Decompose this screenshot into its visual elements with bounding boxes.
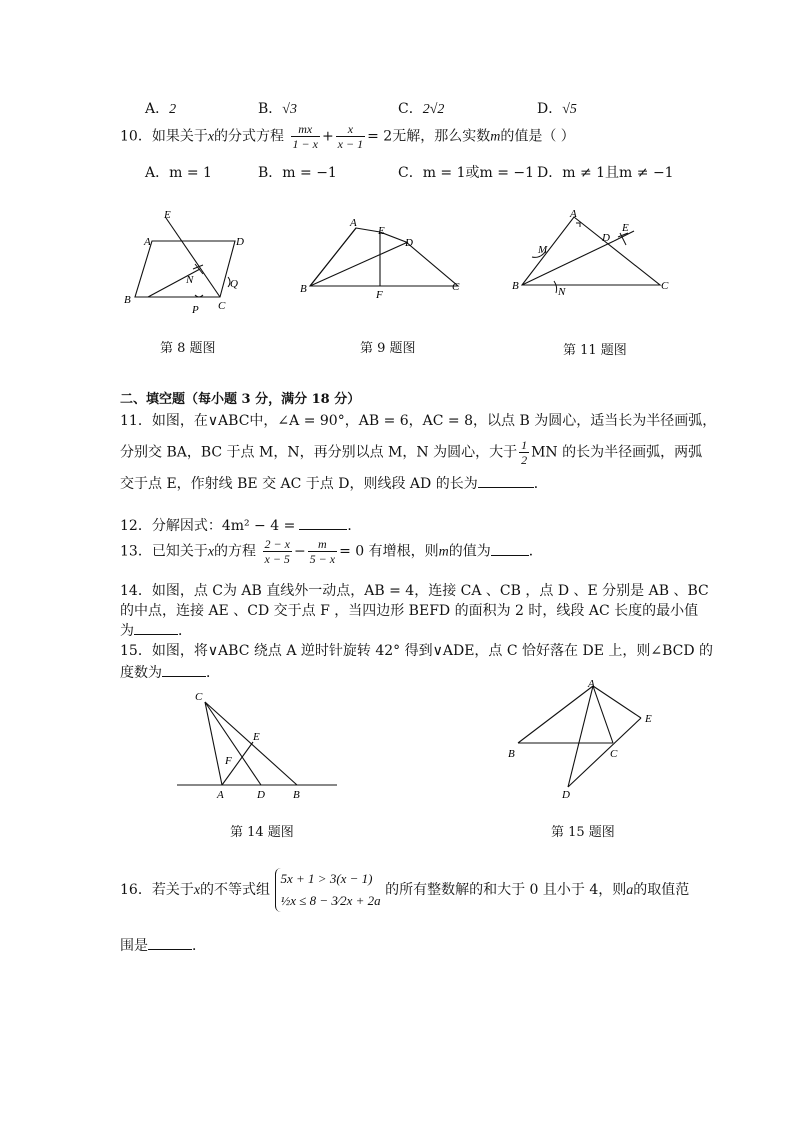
q10-option-b: B．m = −1 bbox=[258, 165, 337, 181]
fig14-label-b: B bbox=[293, 789, 300, 801]
figure-11 bbox=[510, 205, 680, 305]
q15-answer-blank bbox=[162, 664, 206, 677]
q15-line-1: 15．如图，将∨ABC 绕点 A 逆时针旋转 42° 得到∨ADE，点 C 恰好落在 DE 上，则∠BCD 的 bbox=[120, 643, 714, 659]
q13-fraction-2: $\frac{m}{5 - x}$ bbox=[309, 537, 336, 566]
q11-line-3: 交于点 E，作射线 BE 交 AC 于点 D，则线段 AD 的长为 ． bbox=[120, 476, 548, 492]
q14-line-1: 14．如图，点 C为 AB 直线外一动点，AB = 4，连接 CA 、CB ，点 D 、E 分别是 AB 、BC bbox=[120, 583, 709, 599]
fig15-label-d: D bbox=[562, 789, 570, 801]
fig8-label-a: A bbox=[144, 236, 151, 248]
q9-option-b: B．√3 bbox=[258, 101, 297, 117]
fig11-label-n: N bbox=[558, 286, 566, 298]
q13-answer-blank bbox=[491, 543, 529, 556]
q16-line-2: 围是 ． bbox=[120, 938, 206, 954]
section-2-heading: 二、填空题（每小题 3 分，满分 18 分） bbox=[120, 392, 361, 407]
q10-fraction-1: $\frac{mx}{1 - x}$ bbox=[292, 122, 318, 151]
figure-15 bbox=[500, 675, 670, 805]
fig9-label-f: F bbox=[376, 289, 383, 301]
fig9-label-b: B bbox=[300, 283, 307, 295]
fig15-caption: 第 15 题图 bbox=[551, 825, 615, 840]
fig14-label-c: C bbox=[195, 691, 203, 703]
q10-stem: 10．如果关于x的分式方程 $\frac{mx}{1 - x}$ + $\frac{x}{x - 1}$ = 2无解，那么实数m的值是（ ） bbox=[120, 122, 575, 151]
q11-answer-blank bbox=[478, 475, 534, 488]
fig11-label-d: D bbox=[602, 232, 610, 244]
fig9-label-e: E bbox=[378, 225, 385, 237]
q9-option-c: C．2√2 bbox=[398, 101, 445, 117]
q11-line-2: 分别交 BA，BC 于点 M，N，再分别以点 M，N 为圆心，大于 $\frac{1}{2}$ MN 的长为半径画弧，两弧 bbox=[120, 438, 703, 467]
fig9-caption: 第 9 题图 bbox=[360, 341, 416, 356]
fig9-label-a: A bbox=[350, 217, 357, 229]
fig14-label-d: D bbox=[257, 789, 265, 801]
fig11-label-b: B bbox=[512, 280, 519, 292]
fig15-label-a: A bbox=[588, 678, 595, 690]
fig11-caption: 第 11 题图 bbox=[563, 343, 627, 358]
fig8-caption: 第 8 题图 bbox=[160, 341, 216, 356]
fig14-label-e: E bbox=[253, 731, 260, 743]
fig14-label-f: F bbox=[225, 755, 232, 767]
fig11-label-a: A bbox=[570, 208, 577, 220]
q14-line-3: 为 ． bbox=[120, 623, 192, 639]
q11-half-fraction: $\frac{1}{2}$ bbox=[521, 438, 528, 467]
q14-line-2: 的中点，连接 AE 、CD 交于点 F ，当四边形 BEFD 的面积为 2 时，线段 AC 长度的最小值 bbox=[120, 603, 699, 619]
figure-9 bbox=[298, 212, 468, 302]
q10-option-c: C．m = 1或m = −1 bbox=[398, 165, 535, 181]
q15-line-2: 度数为 ． bbox=[120, 665, 220, 681]
figure-14 bbox=[175, 686, 345, 804]
q16-answer-blank bbox=[148, 937, 192, 950]
q12: 12．分解因式：4m² − 4 = ． bbox=[120, 518, 362, 534]
q14-answer-blank bbox=[134, 622, 178, 635]
fig8-label-b: B bbox=[124, 294, 131, 306]
q10-option-a: A．m = 1 bbox=[145, 165, 212, 181]
q12-answer-blank bbox=[299, 517, 347, 530]
fig8-label-e: E bbox=[164, 209, 171, 221]
fig8-label-q: Q bbox=[230, 278, 238, 290]
q11-line-1: 11．如图，在∨ABC中，∠A = 90°，AB = 6，AC = 8，以点 B 为圆心，适当长为半径画弧， bbox=[120, 413, 717, 429]
q9-option-a: A．2 bbox=[145, 101, 177, 117]
fig11-label-m: M bbox=[538, 244, 548, 256]
fig8-label-n: N bbox=[186, 274, 194, 286]
fig15-label-c: C bbox=[610, 748, 618, 760]
fig8-label-d: D bbox=[236, 236, 244, 248]
q10-fraction-2: $\frac{x}{x - 1}$ bbox=[337, 122, 364, 151]
q10-option-d: D．m ≠ 1且m ≠ −1 bbox=[537, 165, 674, 181]
figure-8 bbox=[120, 205, 260, 320]
fig11-label-c: C bbox=[661, 280, 669, 292]
q16-inequality-system: 5x + 1 > 3(x − 1) ½x ≤ 8 − 3⁄2x + 2a bbox=[275, 868, 381, 912]
q16-line-1: 16．若关于x的不等式组 5x + 1 > 3(x − 1) ½x ≤ 8 − 3⁄2x + 2a 的所有整数解的和大于 0 且小于 4，则a的取值范 bbox=[120, 868, 689, 912]
fig15-label-b: B bbox=[508, 748, 515, 760]
fig11-label-e: E bbox=[622, 222, 629, 234]
fig8-label-p: P bbox=[192, 304, 199, 316]
q13-fraction-1: $\frac{2 - x}{x - 5}$ bbox=[264, 537, 290, 566]
fig14-caption: 第 14 题图 bbox=[230, 825, 294, 840]
fig15-label-e: E bbox=[645, 713, 652, 725]
q9-option-d: D．√5 bbox=[537, 101, 577, 117]
fig14-label-a: A bbox=[217, 789, 224, 801]
fig9-label-c: C bbox=[452, 281, 460, 293]
fig8-label-c: C bbox=[218, 300, 226, 312]
q13: 13．已知关于x的方程 $\frac{2 - x}{x - 5}$ − $\frac{m}{5 - x}$ = 0 有增根，则m的值为 ． bbox=[120, 537, 543, 566]
fig9-label-d: D bbox=[405, 237, 413, 249]
